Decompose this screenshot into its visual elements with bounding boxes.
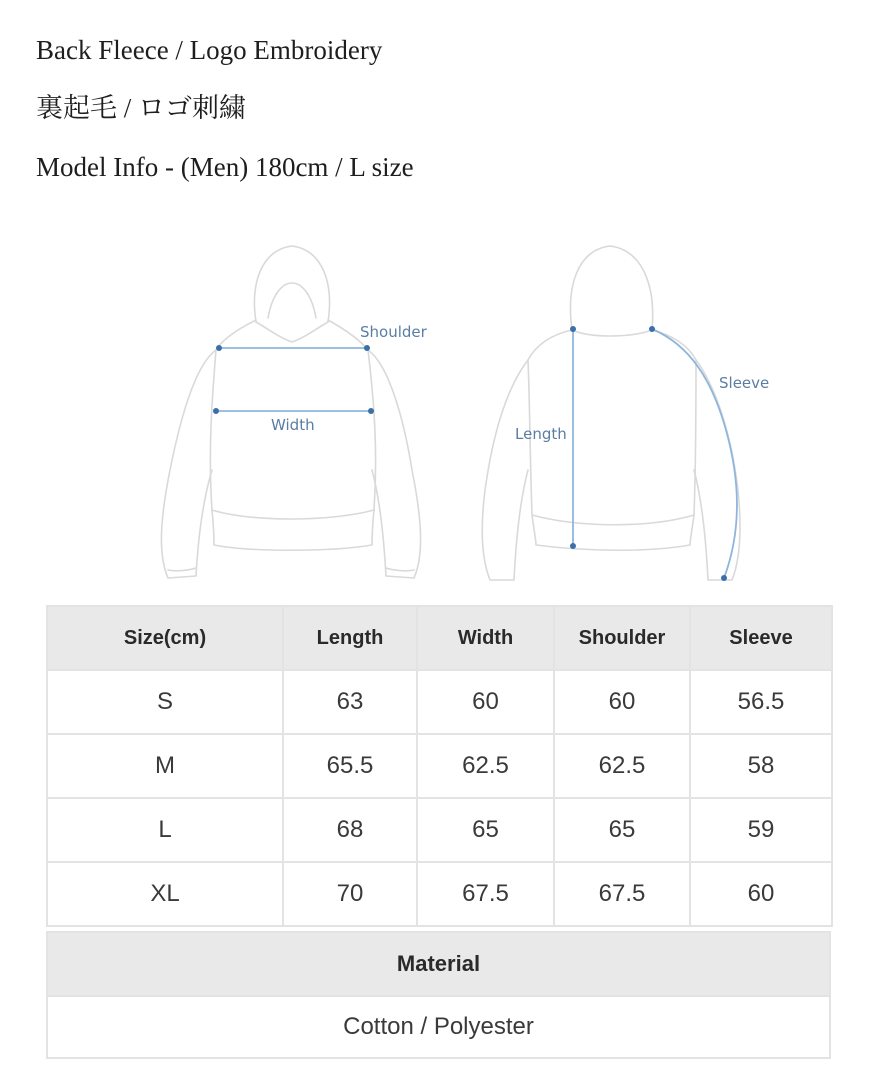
length-top-point [570,326,576,332]
shoulder-cell: 60 [554,670,690,734]
table-row [47,798,832,862]
table-row [47,862,832,926]
width-right-point [368,408,374,414]
sleeve-bottom-point [721,575,727,581]
shoulder-label: Shoulder [360,323,427,341]
width-cell: 67.5 [417,862,554,926]
sleeve-cell: 60 [690,862,832,926]
shoulder-left-point [216,345,222,351]
material-value: Cotton / Polyester [47,996,830,1058]
width-left-point [213,408,219,414]
size-cell: M [47,734,283,798]
header-size: Size(cm) [47,606,283,670]
size-cell: S [47,670,283,734]
shoulder-cell: 62.5 [554,734,690,798]
shoulder-cell: 67.5 [554,862,690,926]
sleeve-cell: 59 [690,798,832,862]
length-bottom-point [570,543,576,549]
sleeve-cell: 58 [690,734,832,798]
table-row [47,670,832,734]
size-chart-table [46,605,833,927]
length-cell: 68 [283,798,417,862]
table-row [47,734,832,798]
header-shoulder: Shoulder [554,606,690,670]
material-table [46,931,831,1059]
header-width: Width [417,606,554,670]
sleeve-measure-line [652,329,737,578]
product-feature-text: Back Fleece / Logo Embroidery [36,35,383,65]
length-cell: 70 [283,862,417,926]
shoulder-right-point [364,345,370,351]
width-cell: 62.5 [417,734,554,798]
sleeve-label: Sleeve [719,374,770,392]
sleeve-cell: 56.5 [690,670,832,734]
header-sleeve: Sleeve [690,606,832,670]
material-header: Material [47,932,830,996]
shoulder-cell: 65 [554,798,690,862]
hoodie-back-illustration [482,246,769,581]
hoodie-front-illustration [161,246,427,578]
size-cell: L [47,798,283,862]
model-info-text: Model Info - (Men) 180cm / L size [36,152,414,182]
length-label: Length [515,425,567,443]
size-cell: XL [47,862,283,926]
width-cell: 60 [417,670,554,734]
measurement-diagram [0,228,877,598]
length-cell: 65.5 [283,734,417,798]
product-feature-text-japanese: 裏起毛 / ロゴ刺繍 [36,93,247,123]
width-cell: 65 [417,798,554,862]
width-label: Width [271,416,315,434]
sleeve-top-point [649,326,655,332]
header-length: Length [283,606,417,670]
size-chart-header-row [47,606,832,670]
length-cell: 63 [283,670,417,734]
